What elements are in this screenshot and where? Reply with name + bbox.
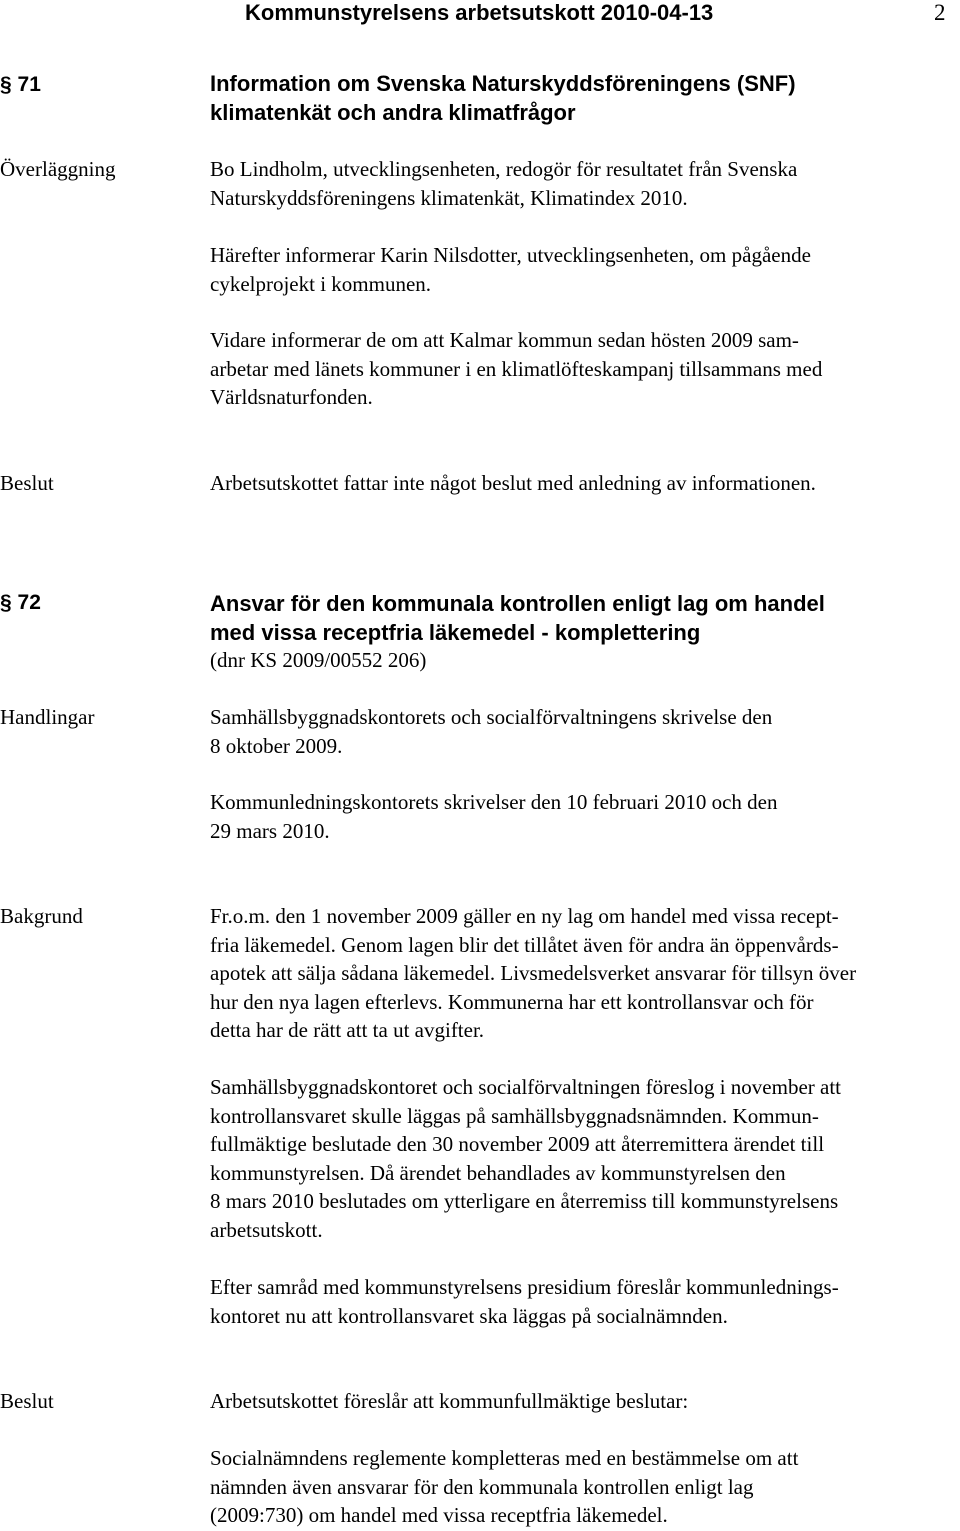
text-line: Arbetsutskottet fattar inte något beslut med anledning av informationen.: [210, 471, 816, 495]
text-line: Bo Lindholm, utvecklingsenheten, redogör för resultatet från Svenska: [210, 157, 798, 181]
text-line: Vidare informerar de om att Kalmar kommun sedan hösten 2009 sam-: [210, 328, 799, 352]
overlaggning-paragraph: [210, 241, 955, 298]
section-title-line: Ansvar för den kommunala kontrollen enligt lag om handel: [210, 591, 825, 616]
text-line: 29 mars 2010.: [210, 818, 330, 843]
bakgrund-paragraph: [210, 1273, 955, 1330]
handlingar-paragraph: [210, 788, 955, 845]
text-line: apotek att sälja sådana läkemedel. Livsmedelsverket ansvarar för tillsyn över: [210, 961, 857, 985]
text-line: fullmäktige beslutade den 30 november 2009 att återremittera ärendet till: [210, 1132, 825, 1156]
text-line: kontoret nu att kontrollansvaret ska läggas på socialnämnden.: [210, 1303, 728, 1328]
section-number: § 72: [0, 591, 41, 614]
bakgrund-paragraph: [210, 902, 955, 1045]
text-line: Kommunledningskontorets skrivelser den 10 februari 2010 och den: [210, 790, 778, 814]
beslut-label: Beslut: [0, 1389, 54, 1413]
text-line: (dnr KS 2009/00552 206): [210, 648, 427, 672]
text-line: Fr.o.m. den 1 november 2009 gäller en ny lag om handel med vissa recept-: [210, 904, 839, 928]
bakgrund-paragraph: [210, 1073, 955, 1244]
text-line: kommunstyrelsen. Då ärendet behandlades av kommunstyrelsen den: [210, 1160, 786, 1185]
section-number: § 71: [0, 73, 41, 96]
overlaggning-paragraph: [210, 326, 955, 412]
section-title: [210, 589, 825, 647]
text-line: kontrollansvaret skulle läggas på samhällsbyggnadsnämnden. Kommun-: [210, 1103, 819, 1128]
header-title: Kommunstyrelsens arbetsutskott 2010-04-13: [245, 0, 714, 25]
text-line: arbetsutskott.: [210, 1217, 323, 1242]
page-header: [0, 0, 960, 40]
section-title-line: med vissa receptfria läkemedel - komplettering: [210, 620, 701, 645]
beslut-paragraph: [210, 1387, 955, 1416]
section-title-line: klimatenkät och andra klimatfrågor: [210, 100, 576, 125]
section-title: [210, 69, 796, 127]
text-line: hur den nya lagen efterlevs. Kommunerna har ett kontrollansvar och för: [210, 989, 814, 1014]
text-line: cykelprojekt i kommunen.: [210, 271, 432, 296]
overlaggning-paragraph: [210, 155, 955, 212]
text-line: Samhällsbyggnadskontoret och socialförvaltningen föreslog i november att: [210, 1075, 842, 1099]
handlingar-label: Handlingar: [0, 705, 95, 729]
text-line: fria läkemedel. Genom lagen blir det tillåtet även för andra än öppenvårds-: [210, 932, 839, 957]
page-number: 2: [934, 0, 946, 25]
bakgrund-label: Bakgrund: [0, 904, 83, 928]
section-title-line: Information om Svenska Naturskyddsföreningens (SNF): [210, 71, 796, 96]
text-line: Efter samråd med kommunstyrelsens presidium föreslår kommunlednings-: [210, 1275, 839, 1299]
beslut-text: [210, 469, 955, 498]
text-line: detta har de rätt att ta ut avgifter.: [210, 1018, 485, 1042]
text-line: Socialnämndens reglemente kompletteras med en bestämmelse om att: [210, 1446, 799, 1470]
text-line: arbetar med länets kommuner i en klimatlöfteskampanj tillsammans med: [210, 356, 823, 381]
text-line: Arbetsutskottet föreslår att kommunfullmäktige beslutar:: [210, 1389, 689, 1413]
text-line: nämnden även ansvarar för den kommunala kontrollen enligt lag: [210, 1474, 754, 1499]
text-line: Naturskyddsföreningens klimatenkät, Klimatindex 2010.: [210, 185, 688, 210]
beslut-label: Beslut: [0, 471, 54, 495]
text-line: (2009:730) om handel med vissa receptfria läkemedel.: [210, 1503, 668, 1527]
handlingar-paragraph: [210, 703, 955, 760]
overlaggning-label: Överläggning: [0, 157, 116, 181]
text-line: Samhällsbyggnadskontorets och socialförvaltningens skrivelse den: [210, 705, 773, 729]
text-line: 8 mars 2010 beslutades om ytterligare en återremiss till kommunstyrelsens: [210, 1189, 839, 1213]
text-line: Världsnaturfonden.: [210, 385, 373, 409]
text-line: 8 oktober 2009.: [210, 733, 343, 758]
beslut-paragraph: [210, 1444, 955, 1530]
diarienummer: [210, 646, 955, 675]
text-line: Härefter informerar Karin Nilsdotter, utvecklingsenheten, om pågående: [210, 243, 811, 267]
